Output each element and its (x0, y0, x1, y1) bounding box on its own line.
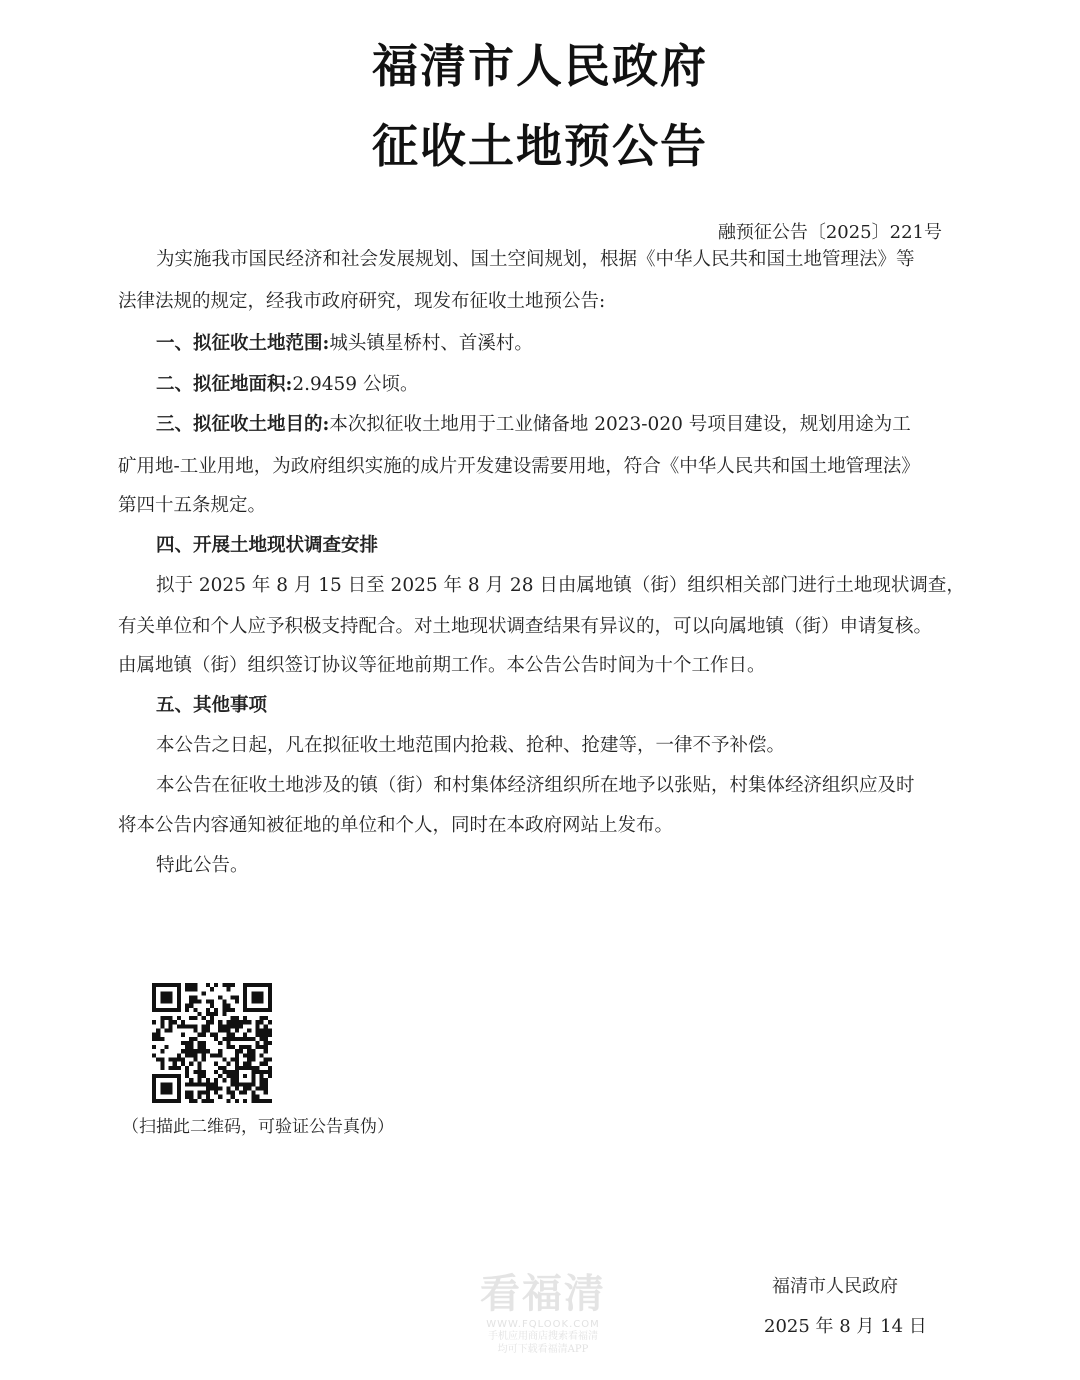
qr-caption: （扫描此二维码，可验证公告真伪） (122, 1117, 394, 1137)
watermark-brand: 看福清 (480, 1270, 606, 1317)
section-1 (156, 331, 966, 357)
watermark-url: WWW.FQLOOK.COM (486, 1319, 600, 1330)
signature-date: 2025 年 8 月 14 日 (764, 1316, 927, 1337)
section-2-text: 2.9459 公顷。 (292, 374, 419, 395)
section-5-text-line: 本公告在征收土地涉及的镇（街）和村集体经济组织所在地予以张贴，村集体经济组织应及时 (156, 775, 915, 796)
section-4-text-line: 由属地镇（街）组织签订协议等征地前期工作。本公告公告时间为十个工作日。 (118, 655, 766, 676)
document-number: 融预征公告〔2025〕221号 (717, 222, 942, 243)
section-3-heading: 三、拟征收土地目的: (156, 414, 330, 435)
qr-code (152, 983, 272, 1103)
watermark-logo (470, 1262, 616, 1356)
watermark-line1: 手机应用商店搜索看福清 (488, 1331, 598, 1342)
page-title: 福清市人民政府 (372, 39, 708, 93)
section-2-heading: 二、拟征地面积: (156, 374, 293, 395)
section-4-heading: 四、开展土地现状调查安排 (156, 535, 379, 556)
page-subtitle: 征收土地预公告 (372, 119, 708, 173)
closing-text: 特此公告。 (156, 855, 249, 876)
section-1-heading: 一、拟征收土地范围: (156, 333, 330, 354)
section-3 (156, 412, 966, 438)
section-3-text-line: 矿用地-工业用地，为政府组织实施的成片开发建设需要用地，符合《中华人民共和国土地管理法》 (118, 456, 920, 477)
section-5-heading: 五、其他事项 (156, 695, 268, 716)
intro-paragraph-line: 法律法规的规定，经我市政府研究，现发布征收土地预公告: (118, 291, 606, 312)
section-3-text-line: 第四十五条规定。 (118, 495, 267, 516)
section-4-text-line: 有关单位和个人应予积极支持配合。对土地现状调查结果有异议的，可以向属地镇（街）申请复核。 (118, 616, 933, 637)
section-5-text-line: 本公告之日起，凡在拟征收土地范围内抢栽、抢种、抢建等，一律不予补偿。 (156, 735, 786, 756)
section-2 (156, 372, 966, 398)
section-3-text: 本次拟征收土地用于工业储备地 2023-020 号项目建设，规划用途为工 (329, 414, 911, 435)
intro-paragraph-line: 为实施我市国民经济和社会发展规划、国土空间规划，根据《中华人民共和国土地管理法》等 (156, 249, 915, 270)
watermark-line2: 均可下载看福清APP (497, 1344, 589, 1355)
signature-org: 福清市人民政府 (772, 1276, 898, 1297)
section-1-text: 城头镇星桥村、首溪村。 (329, 333, 533, 354)
section-4-text-line: 拟于 2025 年 8 月 15 日至 2025 年 8 月 28 日由属地镇（街）组织相关部门进行土地现状调查， (156, 575, 965, 596)
section-5-text-line: 将本公告内容通知被征地的单位和个人，同时在本政府网站上发布。 (118, 815, 674, 836)
